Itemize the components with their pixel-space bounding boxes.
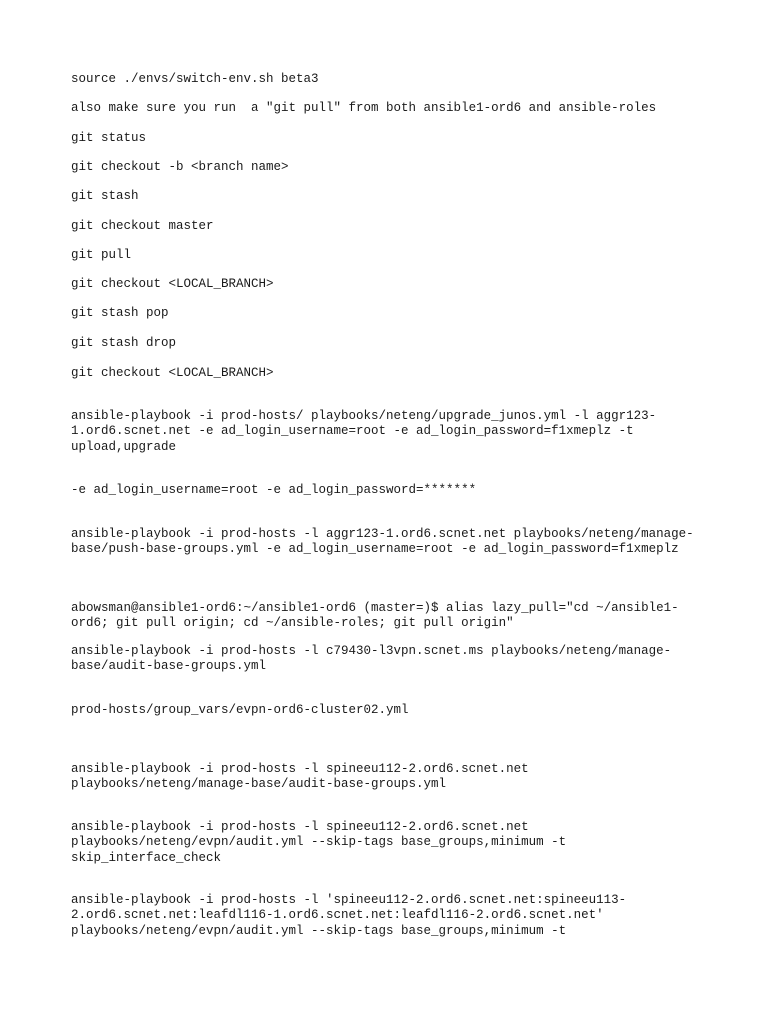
text-line: ansible-playbook -i prod-hosts -l spineeu112-2.ord6.scnet.net playbooks/neteng/manage-base/audit-base-groups.yml: [71, 762, 529, 792]
text-line: git checkout -b <branch name>: [71, 160, 289, 174]
text-line: git checkout <LOCAL_BRANCH>: [71, 277, 274, 291]
text-line: -e ad_login_username=root -e ad_login_password=*******: [71, 483, 477, 497]
text-line: source ./envs/switch-env.sh beta3: [71, 72, 319, 86]
text-line: git checkout <LOCAL_BRANCH>: [71, 366, 274, 380]
text-line: ansible-playbook -i prod-hosts -l spineeu112-2.ord6.scnet.net playbooks/neteng/evpn/audit.yml --skip-tags base_groups,minimum -t skip_interface_check: [71, 820, 567, 865]
text-line: ansible-playbook -i prod-hosts/ playbooks/neteng/upgrade_junos.yml -l aggr123- 1.ord6.scnet.net -e ad_login_username=root -e ad_login_password=f1xmeplz -t upload,upgrade: [71, 409, 657, 454]
text-line: ansible-playbook -i prod-hosts -l aggr123-1.ord6.scnet.net playbooks/neteng/manage- base/push-base-groups.yml -e ad_login_username=root -e ad_login_password=f1xmeplz: [71, 527, 694, 557]
text-line: git pull: [71, 248, 132, 262]
text-line: git stash: [71, 189, 139, 203]
text-line: git stash pop: [71, 306, 169, 320]
text-line: abowsman@ansible1-ord6:~/ansible1-ord6 (master=)$ alias lazy_pull="cd ~/ansible1- ord6; git pull origin; cd ~/ansible-roles; git pull origin": [71, 601, 679, 631]
text-line: git stash drop: [71, 336, 177, 350]
text-line: ansible-playbook -i prod-hosts -l c79430-l3vpn.scnet.ms playbooks/neteng/manage- base/audit-base-groups.yml: [71, 644, 672, 674]
text-line: prod-hosts/group_vars/evpn-ord6-cluster02.yml: [71, 703, 409, 717]
text-line: also make sure you run a "git pull" from both ansible1-ord6 and ansible-roles: [71, 101, 657, 115]
text-line: git checkout master: [71, 219, 214, 233]
text-line: git status: [71, 131, 147, 145]
text-line: ansible-playbook -i prod-hosts -l 'spineeu112-2.ord6.scnet.net:spineeu113- 2.ord6.scnet.net:leafdl116-1.ord6.scnet.net:leafdl116-2.ord6.scnet.net' playbooks/neteng/evpn/audit.yml --skip-tags base_groups,minimum -t: [71, 893, 627, 938]
